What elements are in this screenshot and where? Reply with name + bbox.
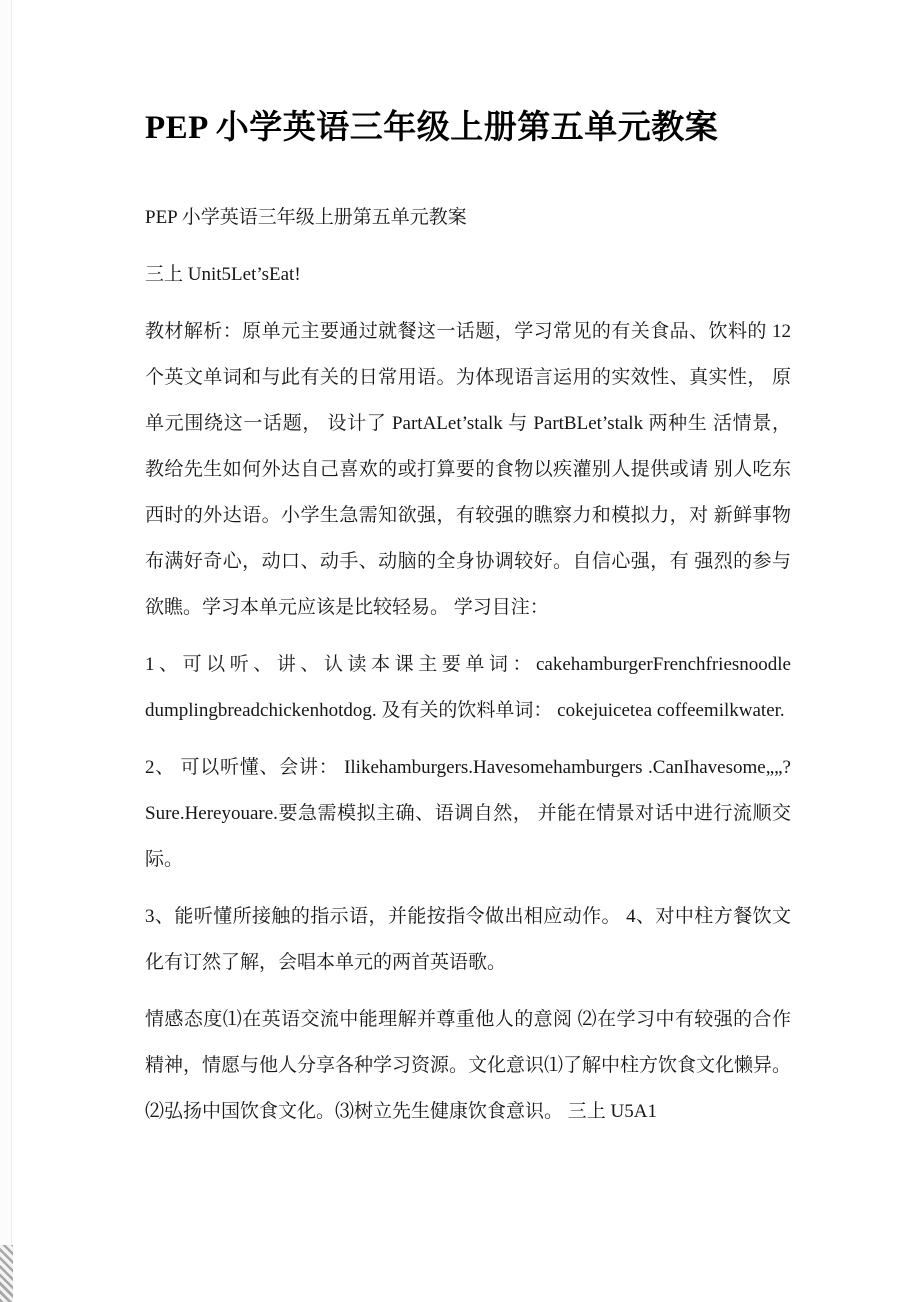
paragraph-goal-1: 1、可以听、讲、认读本课主要单词：cakehamburgerFrenchfriesnoodle dumplingbreadchickenhotdog. 及有关的饮料单词： cokejuicetea coffeemilkwater. xyxy=(145,653,791,721)
paragraph-affect-culture: 情感态度⑴在英语交流中能理解并尊重他人的意阅 ⑵在学习中有较强的合作精神，情愿与他人分享各种学习资源。文化意识⑴了解中柱方饮食文化懒异。⑵弘扬中国饮食文化。⑶树立先生健康饮食意识。 三上 U5A1 xyxy=(145,1008,792,1122)
paragraph-goal-3-4: 3、能听懂所接触的指示语，并能按指令做出相应动作。 4、对中柱方餐饮文化有订然了解，会唱本单元的两首英语歌。 xyxy=(145,905,791,973)
paragraph-material-analysis: 教材解析：原单元主要通过就餐这一话题，学习常见的有关食品、饮料的 12 个英文单词和与此有关的日常用语。为体现语言运用的实效性、真实性， 原单元围绕这一话题， 设计了 PartALet’stalk 与 PartBLet’stalk 两种生 活情景，教给先生如何外达自己喜欢的或打算要的食物以疾灌别人提供或请 别人吃东西时的外达语。小学生急需知欲强，有较强的瞧察力和模拟力，对 新鲜事物布满好奇心，动口、动手、动脑的全身协调较好。自信心强，有 强烈的参与欲瞧。学习本单元应该是比较轻易。 学习目注： xyxy=(145,320,791,618)
paragraph-unit-title: 三上 Unit5Let’sEat! xyxy=(145,263,301,285)
page-left-edge xyxy=(0,0,12,1302)
corner-hatch-decoration xyxy=(0,1245,13,1302)
paragraph-heading-repeat: PEP 小学英语三年级上册第五单元教案 xyxy=(145,206,467,228)
paragraph-goal-2: 2、 可以听懂、会讲： Ilikehamburgers.Havesomehamburgers .CanIhavesome„„?Sure.Hereyouare.要急需模拟主确、语调自然， 并能在情景对话中进行流顺交际。 xyxy=(145,756,791,870)
document-title: PEP 小学英语三年级上册第五单元教案 xyxy=(145,110,719,146)
document-page xyxy=(145,106,791,1146)
